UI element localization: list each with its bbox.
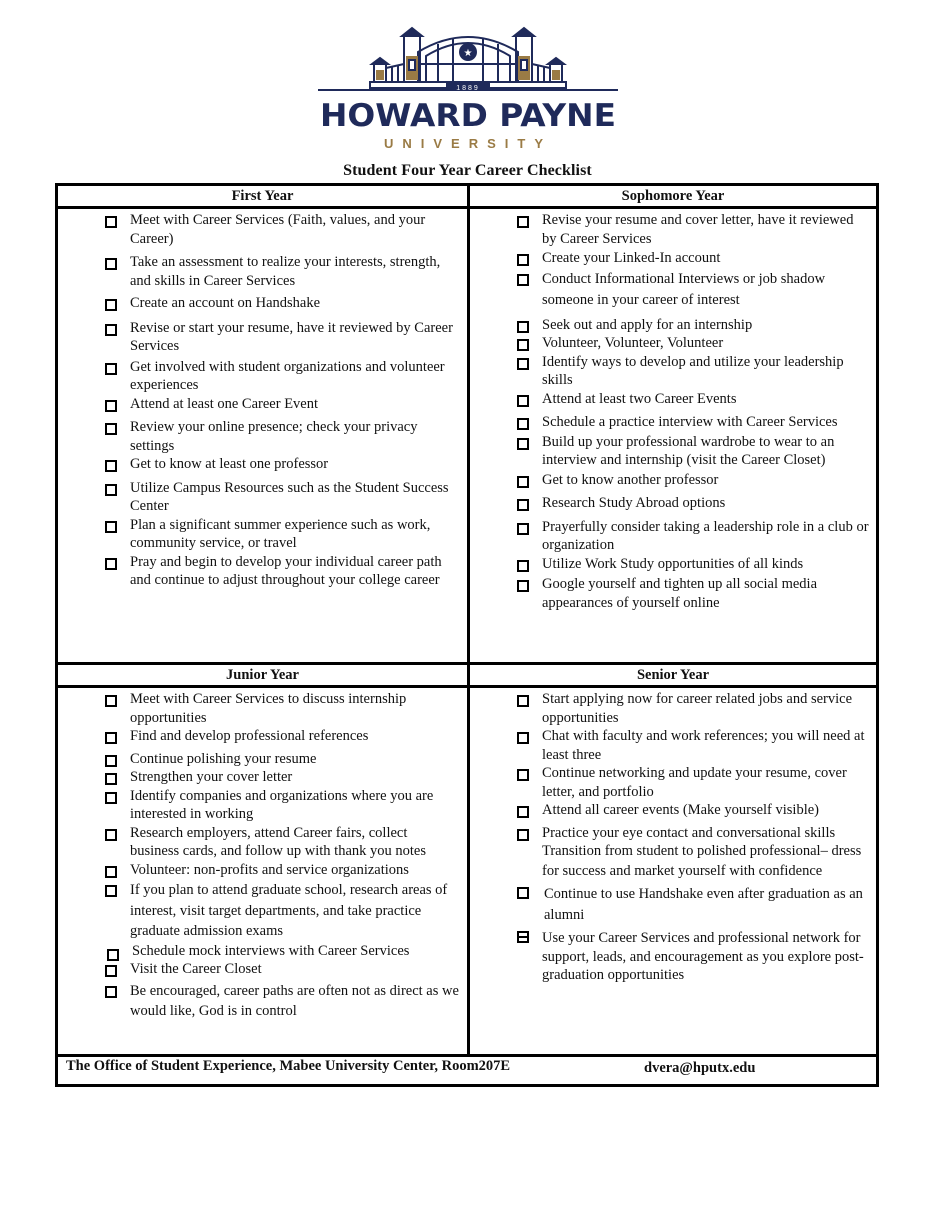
checklist-item[interactable]: Continue to use Handshake even after graduation as an alumni (544, 886, 863, 923)
checklist-item[interactable]: Transition from student to polished professional– dress for success and market yourself with confidence (470, 842, 866, 881)
checklist-item[interactable]: Get to know at least one professor (58, 455, 453, 474)
checkbox-icon[interactable] (517, 476, 529, 488)
checklist-item[interactable]: Revise or start your resume, have it reviewed by Career Services (58, 319, 453, 356)
checkbox-icon[interactable] (517, 339, 529, 351)
checklist-item[interactable]: Revise your resume and cover letter, have it reviewed by Career Services (470, 211, 870, 248)
university-logo (318, 22, 618, 152)
checkbox-icon[interactable] (107, 949, 119, 961)
contact-email[interactable]: dvera@hputx.edu (644, 1060, 756, 1076)
checkbox-icon[interactable] (517, 806, 529, 818)
checkbox-icon[interactable] (105, 829, 117, 841)
checkbox-icon[interactable] (105, 299, 117, 311)
checklist-item[interactable]: Take an assessment to realize your interests, strength, and skills in Career Services (58, 253, 453, 290)
checklist-item[interactable]: Visit the Career Closet (58, 960, 460, 979)
checklist-item[interactable]: Schedule mock interviews with Career Services (58, 942, 460, 961)
checklist-item[interactable]: Get to know another professor (470, 471, 870, 490)
checklist-item[interactable]: Volunteer: non-profits and service organizations (58, 861, 460, 880)
checkbox-icon[interactable] (105, 885, 117, 897)
checklist-item[interactable]: Chat with faculty and work references; you will need at least three (470, 727, 866, 764)
checkbox-icon[interactable] (105, 460, 117, 472)
page-title: Student Four Year Career Checklist (343, 162, 592, 179)
checklist-item[interactable]: Attend at least one Career Event (58, 395, 453, 414)
checkbox-icon[interactable] (517, 931, 529, 943)
checklist-item[interactable]: Attend all career events (Make yourself visible) (470, 801, 866, 820)
checklist-item[interactable]: Find and develop professional references (58, 727, 460, 746)
checkbox-icon[interactable] (517, 395, 529, 407)
gate-illustration-icon (318, 28, 618, 90)
checkbox-icon[interactable] (105, 521, 117, 533)
office-location: The Office of Student Experience, Mabee University Center, Room207E (66, 1058, 511, 1074)
checklist-item[interactable]: Identify companies and organizations where you are interested in working (58, 787, 460, 824)
checkbox-icon[interactable] (105, 558, 117, 570)
checklist-item[interactable]: Pray and begin to develop your individual career path and continue to adjust throughout your college career (58, 553, 453, 590)
checkbox-icon[interactable] (105, 866, 117, 878)
checklist-item[interactable]: Google yourself and tighten up all social media appearances of yourself online (470, 575, 870, 612)
checklist-item[interactable]: Plan a significant summer experience such as work, community service, or travel (58, 516, 453, 553)
checklist-item[interactable]: Build up your professional wardrobe to wear to an interview and internship (visit the Career Closet) (470, 433, 870, 470)
divider (58, 1054, 876, 1057)
checkbox-icon[interactable] (105, 258, 117, 270)
logo-name: HOWARD PAYNE (320, 98, 616, 134)
checkbox-icon[interactable] (517, 769, 529, 781)
checklist-item[interactable]: Attend at least two Career Events (470, 390, 870, 409)
checkbox-icon[interactable] (517, 438, 529, 450)
checklist-item[interactable]: Meet with Career Services to discuss internship opportunities (58, 690, 460, 727)
checklist-item[interactable]: Strengthen your cover letter (58, 768, 460, 787)
checkbox-icon[interactable] (517, 499, 529, 511)
checklist-item[interactable]: Conduct Informational Interviews or job shadow someone in your career of interest (470, 269, 870, 311)
junior-year-list (58, 690, 460, 1021)
checklist-item[interactable]: Prayerfully consider taking a leadership role in a club or organization (470, 518, 870, 555)
heading-first-year: First Year (231, 188, 294, 204)
senior-year-list (470, 690, 866, 985)
checklist-item[interactable]: Create your Linked-In account (470, 249, 870, 268)
checklist-item[interactable]: Continue networking and update your resume, cover letter, and portfolio (470, 764, 866, 801)
checkbox-icon[interactable] (517, 732, 529, 744)
heading-junior-year: Junior Year (226, 667, 299, 683)
checkbox-icon[interactable] (517, 358, 529, 370)
checkbox-icon[interactable] (105, 484, 117, 496)
checklist-item[interactable]: Be encouraged, career paths are often not as direct as we would like, God is in control (58, 981, 460, 1021)
checklist-item[interactable]: Continue polishing your resume (58, 750, 460, 769)
checklist-item[interactable]: Meet with Career Services (Faith, values, and your Career) (58, 211, 453, 248)
checkbox-icon[interactable] (517, 523, 529, 535)
checklist-item[interactable]: Review your online presence; check your privacy settings (58, 418, 453, 455)
first-year-list (58, 211, 453, 590)
checkbox-icon[interactable] (517, 560, 529, 572)
checklist-item[interactable]: Research Study Abroad options (470, 494, 870, 513)
checkbox-icon[interactable] (517, 254, 529, 266)
checkbox-icon[interactable] (517, 321, 529, 333)
checkbox-icon[interactable] (517, 580, 529, 592)
checkbox-icon[interactable] (105, 324, 117, 336)
checkbox-icon[interactable] (105, 792, 117, 804)
checklist-item[interactable]: If you plan to attend graduate school, research areas of interest, visit target departments, and take practice graduate admission exams (58, 880, 460, 942)
heading-sophomore-year: Sophomore Year (621, 188, 725, 204)
logo-year: 1889 (456, 85, 480, 92)
checkbox-icon[interactable] (105, 965, 117, 977)
star-icon: ★ (463, 48, 473, 59)
checklist-item[interactable]: Seek out and apply for an internship (470, 316, 870, 335)
checklist-item[interactable]: Schedule a practice interview with Career Services (470, 413, 870, 432)
checkbox-icon[interactable] (517, 829, 529, 841)
checklist-item[interactable]: Volunteer, Volunteer, Volunteer (470, 334, 870, 353)
checkbox-icon[interactable] (517, 274, 529, 286)
logo-subtitle: UNIVERSITY (383, 136, 553, 151)
checkbox-icon[interactable] (105, 695, 117, 707)
checkbox-icon[interactable] (105, 732, 117, 744)
checklist-item[interactable]: Use your Career Services and professional network for support, leads, and encouragement as you explore post-graduation opportunities (470, 929, 866, 985)
checkbox-icon[interactable] (517, 418, 529, 430)
checklist-item[interactable]: Get involved with student organizations and volunteer experiences (58, 358, 453, 395)
checklist-item[interactable]: Create an account on Handshake (58, 294, 453, 313)
heading-senior-year: Senior Year (636, 667, 710, 683)
checkbox-icon[interactable] (517, 695, 529, 707)
sophomore-year-list (470, 211, 870, 612)
checklist-item[interactable]: Utilize Work Study opportunities of all kinds (470, 555, 870, 574)
checklist-item[interactable]: Research employers, attend Career fairs, collect business cards, and follow up with thank you notes (58, 824, 460, 861)
checklist-item[interactable]: Start applying now for career related jobs and service opportunities (470, 690, 866, 727)
checkbox-icon[interactable] (105, 755, 117, 767)
checkbox-icon[interactable] (105, 773, 117, 785)
checkbox-icon[interactable] (105, 363, 117, 375)
checklist-item[interactable]: Utilize Campus Resources such as the Student Success Center (58, 479, 453, 516)
checkbox-icon[interactable] (105, 423, 117, 435)
checkbox-icon[interactable] (105, 986, 117, 998)
checkbox-icon[interactable] (105, 216, 117, 228)
checklist-table (55, 183, 879, 1087)
checklist-item[interactable]: Identify ways to develop and utilize your leadership skills (470, 353, 870, 390)
checkbox-icon[interactable] (105, 400, 117, 412)
checkbox-icon[interactable] (517, 216, 529, 228)
checklist-item[interactable]: Practice your eye contact and conversational skills (470, 824, 866, 843)
